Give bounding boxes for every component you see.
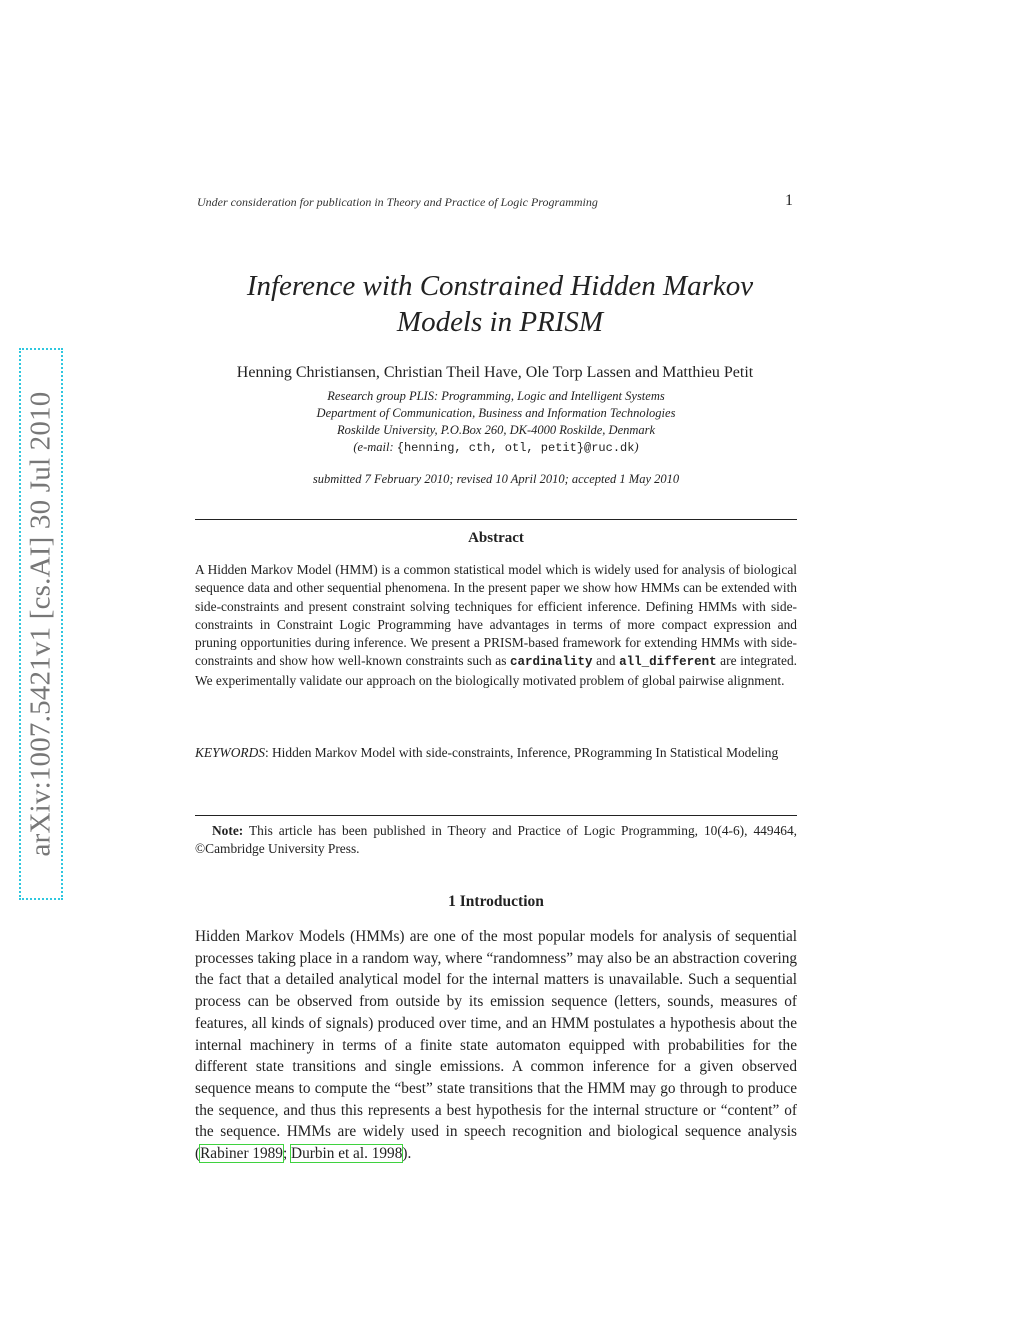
authors: Henning Christiansen, Christian Theil Have, Ole Torp Lassen and Matthieu Petit [236, 364, 754, 381]
arxiv-stamp-text: arXiv:1007.5421v1 [cs.AI] 30 Jul 2010 [24, 391, 57, 857]
note-label: Note: [212, 823, 244, 838]
citation-rabiner-1989[interactable]: Rabiner 1989 [200, 1145, 283, 1163]
affiliation-line-2: Department of Communication, Business and Information Technologies [316, 406, 676, 420]
abstract-part-1: A Hidden Markov Model (HMM) is a common statistical model which is widely used for analysis of biological sequence data and other sequential phenomena. In the present paper we show how HMMs can be extended with side-constraints and present constraint solving techniques for efficient inference. Defining HMMs with side-constraints in Constraint Logic Programming have advantages in terms of more compact expression and pruning opportunities during inference. We present a PRISM-based framework for extending HMMs with side-constraints and show how well-known constraints such as [195, 562, 797, 669]
email-suffix: ) [634, 440, 639, 454]
paper-title [180, 268, 820, 340]
title-line-2: Models in PRISM [396, 306, 604, 338]
page-number: 1 [785, 192, 793, 209]
title-line-1: Inference with Constrained Hidden Markov [246, 270, 754, 302]
abstract-part-3: are integrated. We experimentally validate our approach on the biologically motivated problem of global pairwise alignment. [195, 653, 797, 688]
keywords [195, 744, 797, 762]
email-prefix: (e-mail: [353, 440, 397, 454]
code-all-different: all_different [619, 655, 717, 670]
introduction-paragraph [195, 926, 797, 1165]
abstract-top-rule [195, 519, 797, 520]
affiliation-line-3: Roskilde University, P.O.Box 260, DK-4000 Roskilde, Denmark [336, 423, 656, 437]
note-text: This article has been published in Theory and Practice of Logic Programming, 10(4-6), 449464, ©Cambridge University Press. [195, 823, 797, 857]
email-line [180, 439, 812, 457]
introduction-text: Hidden Markov Models (HMMs) are one of the most popular models for analysis of sequential processes taking place in a random way, where “randomness” may also be an abstraction covering the fact that a detailed analytical model for the internal matters is unavailable. Such a sequential process can be observed from outside by its emission sequence (letters, sounds, measures of features, all kinds of signals) produced over time, and an HMM postulates a hypothesis about the internal machinery in terms of a finite state automaton equipped with probabilities for the different state transitions and single emissions. A common inference for a given observed sequence means to compute the “best” state transitions that the HMM may go through to produce the sequence, and thus this represents a best hypothesis for the internal structure or “content” of the sequence. HMMs are widely used in speech recognition and biological sequence analysis ( [195, 928, 797, 1163]
running-head: Under consideration for publication in Theory and Practice of Logic Programming [197, 195, 598, 209]
abstract-part-2: and [592, 653, 620, 669]
abstract-text [195, 561, 797, 690]
arxiv-stamp[interactable] [19, 348, 63, 900]
submission-dates: submitted 7 February 2010; revised 10 April 2010; accepted 1 May 2010 [312, 472, 680, 486]
abstract-bottom-rule [195, 815, 797, 816]
keywords-label: KEYWORDS [195, 745, 265, 760]
affiliation [180, 388, 812, 457]
section-heading-introduction: 1 Introduction [448, 893, 544, 910]
publication-note [195, 822, 797, 859]
code-cardinality: cardinality [510, 655, 593, 670]
paragraph-end: ). [402, 1145, 412, 1163]
affiliation-line-1: Research group PLIS: Programming, Logic and Intelligent Systems [327, 389, 665, 403]
citation-durbin-1998[interactable]: Durbin et al. 1998 [291, 1145, 403, 1163]
email-address: {henning, cth, otl, petit}@ruc.dk [396, 441, 635, 455]
citation-separator: ; [282, 1145, 292, 1163]
keywords-text: : Hidden Markov Model with side-constraints, Inference, PRogramming In Statistical Modeling [264, 745, 779, 760]
abstract-heading: Abstract [468, 530, 524, 546]
